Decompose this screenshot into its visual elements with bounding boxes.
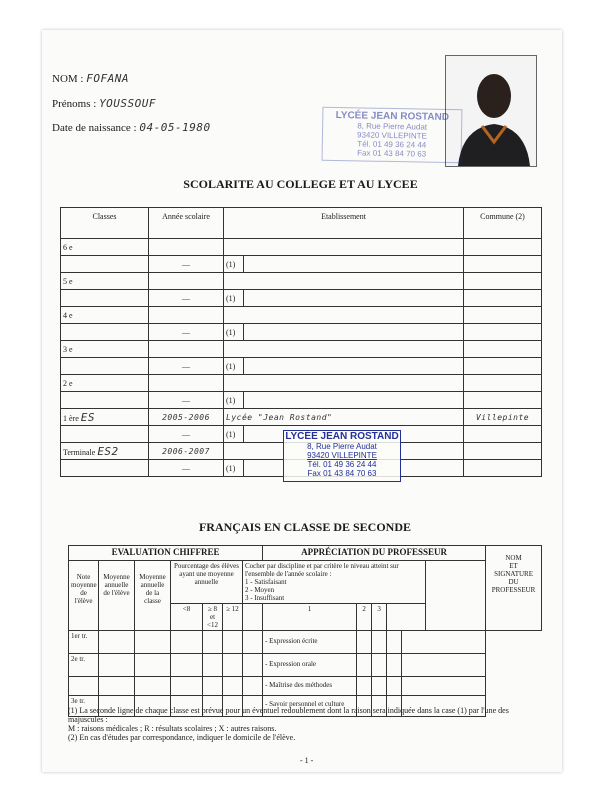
table-row [61,273,542,290]
prenoms-line [52,97,156,110]
class-serie: ES2 [97,444,119,458]
skill-savoir: - Savoir personnel et culture [263,696,357,717]
table-row [69,677,542,696]
year-value: 2006-2007 [149,443,224,460]
nom-line [52,72,129,85]
header-nom-signature: NOM ET SIGNATURE DU PROFESSEUR [486,546,542,631]
level-1: 1 [263,604,357,631]
page-number: - 1 - [300,756,314,765]
header-commune: Commune (2) [464,208,542,239]
header-classes: Classes [61,208,149,239]
year-dash: — [149,256,224,273]
skill-orale: - Expression orale [263,654,357,677]
note-ref: (1) [224,460,244,477]
year-dash: — [149,392,224,409]
trimestre-label: 2e tr. [69,654,99,677]
header-annee: Année scolaire [149,208,224,239]
table-row [69,654,542,677]
class-label: 1 ère ES [61,409,149,426]
table-row [61,307,542,324]
header-pourcentage: Pourcentage des élèves ayant une moyenne annuelle [171,561,243,604]
class-serie: ES [80,410,96,424]
note-ref: (1) [224,324,244,341]
header-moyenne-eleve: Moyenne annuelle de l'élève [99,561,135,631]
table-row [61,409,542,426]
commune-value: Villepinte [464,409,542,426]
school-stamp: LYCÉE JEAN ROSTAND 8, Rue Pierre Audat 93420 VILLEPINTE Tél. 01 49 36 24 44 Fax 01 43 84 70 63 [283,430,401,482]
header-evaluation: EVALUATION CHIFFREE [69,546,263,561]
pct-lt8: <8 [171,604,203,631]
table-row [61,375,542,392]
header-moyenne-classe: Moyenne annuelle de la classe [135,561,171,631]
class-label: 5 e [61,273,149,290]
note-ref: (1) [224,392,244,409]
class-label: Terminale ES2 [61,443,149,460]
year-dash: — [149,290,224,307]
year-dash: — [149,426,224,443]
skill-methodes: - Maîtrise des méthodes [263,677,357,696]
header-note: Note moyenne de l'élève [69,561,99,631]
commune-cell [464,239,542,256]
table-row [61,358,542,375]
class-label: 2 e [61,375,149,392]
note-ref: (1) [224,256,244,273]
pct-ge12: ≥ 12 [223,604,243,631]
prenoms-value: YOUSSOUF [99,97,157,110]
class-label: 6 e [61,239,149,256]
date-naissance-value: 04-05-1980 [139,121,211,134]
nom-value: FOFANA [86,72,129,85]
table-row [61,256,542,273]
section-title-francais: FRANÇAIS EN CLASSE DE SECONDE [198,520,412,534]
footnotes [68,706,542,742]
francais-table [68,545,542,717]
note-ref: (1) [224,358,244,375]
year-dash: — [149,324,224,341]
header-appreciation: APPRÉCIATION DU PROFESSEUR [263,546,486,561]
table-row [61,324,542,341]
trimestre-label: 1er tr. [69,631,99,654]
table-row [69,631,542,654]
date-naissance-label: Date de naissance : [52,122,137,134]
table-row [61,341,542,358]
school-stamp-faded: LYCÉE JEAN ROSTAND 8, Rue Pierre Audat 93420 VILLEPINTE Tél. 01 49 36 24 44 Fax 01 43 84 70 63 [322,107,463,163]
section-title-scolarite: SCOLARITE AU COLLEGE ET AU LYCEE [183,177,418,191]
table-row [61,392,542,409]
etablissement-cell [224,239,464,256]
footnote-1: (1) La seconde ligne de chaque classe est prévue pour un éventuel redoublement dont la raison sera indiquée dans la case (1) par l'une des majuscules : [68,706,509,724]
table-row [61,290,542,307]
year-value: 2005-2006 [149,409,224,426]
level-3: 3 [372,604,387,631]
footnote-2: (2) En cas d'études par correspondance, indiquer le domicile de l'élève. [68,733,296,742]
skill-ecrite: - Expression écrite [263,631,357,654]
date-naissance-line [52,121,211,134]
year-dash: — [149,460,224,477]
header-etablissement: Etablissement [224,208,464,239]
note-ref: (1) [224,426,244,443]
level-2: 2 [357,604,372,631]
etablissement-value: Lycée "Jean Rostand" [224,409,464,426]
year-cell [149,239,224,256]
table-header-row [61,208,542,239]
class-label: 3 e [61,341,149,358]
table-row [61,239,542,256]
year-dash: — [149,358,224,375]
note-ref: (1) [224,290,244,307]
class-label: 4 e [61,307,149,324]
nom-label: NOM : [52,73,84,85]
pct-8-12: ≥ 8 et <12 [203,604,223,631]
header-criteres: Cocher par discipline et par critère le niveau atteint sur l'ensemble de l'année scolaire : 1 - Satisfaisant 2 - Moyen 3 - Insuffisant [243,561,426,604]
prenoms-label: Prénoms : [52,98,97,110]
trimestre-label: 3e tr. [69,696,99,717]
footnote-legend: M : raisons médicales ; R : résultats scolaires ; X : autres raisons. [68,724,277,733]
